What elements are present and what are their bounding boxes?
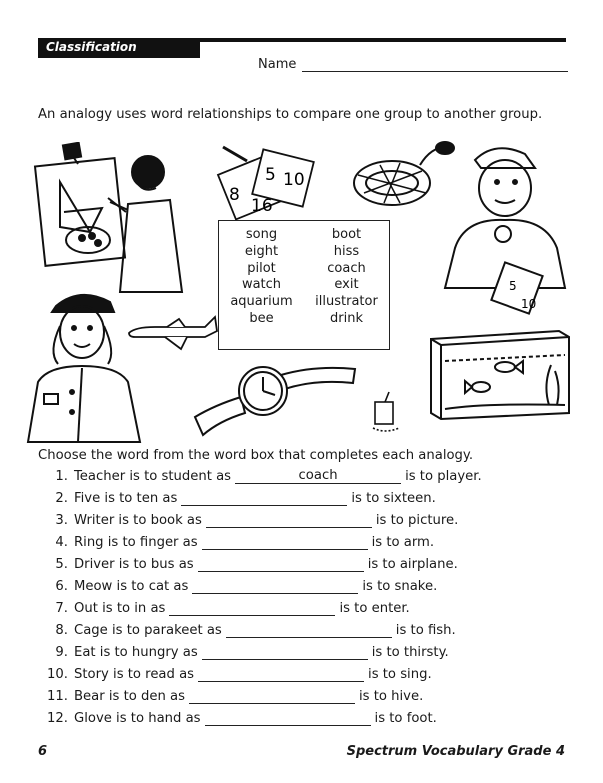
answer-blank[interactable]: coach xyxy=(235,468,401,484)
item-prompt: Writer is to book as xyxy=(74,513,202,528)
word-box-word: pilot xyxy=(247,260,276,276)
aquarium-illustration xyxy=(425,325,575,425)
item-number: 10. xyxy=(47,667,68,682)
item-number: 6. xyxy=(55,579,68,594)
item-number: 4. xyxy=(55,535,68,550)
item-number: 2. xyxy=(55,491,68,506)
analogy-item xyxy=(40,622,456,642)
item-ending: is to player. xyxy=(405,469,482,484)
word-box-right-column xyxy=(304,227,389,328)
item-prompt: Eat is to hungry as xyxy=(74,645,198,660)
answer-blank[interactable] xyxy=(226,622,392,638)
item-number: 5. xyxy=(55,557,68,572)
watch-illustration xyxy=(185,355,360,445)
answer-blank[interactable] xyxy=(205,710,371,726)
item-prompt: Meow is to cat as xyxy=(74,579,189,594)
item-prompt: Driver is to bus as xyxy=(74,557,194,572)
item-ending: is to snake. xyxy=(362,579,438,594)
book-title: Spectrum Vocabulary Grade 4 xyxy=(346,744,565,759)
item-number: 1. xyxy=(55,469,68,484)
intro-text: An analogy uses word relationships to compare one group to another group. xyxy=(38,107,543,122)
answer-blank[interactable] xyxy=(181,490,347,506)
item-number: 7. xyxy=(55,601,68,616)
word-box-left-column xyxy=(219,227,304,328)
answer-blank[interactable] xyxy=(198,666,364,682)
word-box-word: bee xyxy=(249,310,274,326)
word-box-word: watch xyxy=(241,277,282,293)
item-ending: is to sixteen. xyxy=(351,491,436,506)
paper-number: 10 xyxy=(283,170,305,190)
page-number: 6 xyxy=(38,744,48,759)
header-rule xyxy=(200,38,566,42)
painter-illustration xyxy=(30,142,190,302)
analogy-item xyxy=(40,512,458,532)
item-ending: is to sing. xyxy=(368,667,432,682)
name-label: Name xyxy=(258,57,297,72)
item-prompt: Cage is to parakeet as xyxy=(74,623,222,638)
section-header xyxy=(38,38,566,58)
item-ending: is to hive. xyxy=(359,689,424,704)
word-box-word: song xyxy=(245,227,278,242)
analogy-item xyxy=(40,468,482,488)
word-box-word: eight xyxy=(244,243,279,259)
answer-blank[interactable] xyxy=(192,578,358,594)
analogy-item xyxy=(40,688,423,708)
word-box-word: aquarium xyxy=(230,294,293,310)
word-box-word: drink xyxy=(330,310,363,326)
word-box-word: exit xyxy=(334,277,359,293)
item-prompt: Glove is to hand as xyxy=(74,711,201,726)
answer-blank[interactable] xyxy=(189,688,355,704)
pilot-illustration xyxy=(18,282,163,447)
answer-blank[interactable] xyxy=(202,534,368,550)
name-input-line[interactable] xyxy=(302,57,568,72)
section-tab xyxy=(38,38,200,58)
item-ending: is to airplane. xyxy=(367,557,458,572)
numbers-paper-illustration xyxy=(215,145,325,220)
money-number: 5 xyxy=(509,279,517,293)
item-ending: is to fish. xyxy=(395,623,456,638)
item-prompt: Teacher is to student as xyxy=(74,469,232,484)
section-label: Classification xyxy=(46,40,137,54)
airplane-illustration xyxy=(125,313,220,353)
money-number: 10 xyxy=(521,297,537,311)
answer-blank[interactable] xyxy=(169,600,335,616)
item-number: 9. xyxy=(55,645,68,660)
item-prompt: Out is to in as xyxy=(74,601,166,616)
analogy-item xyxy=(40,578,437,598)
instructions: Choose the word from the word box that completes each analogy. xyxy=(38,448,474,463)
item-ending: is to picture. xyxy=(375,513,459,528)
analogy-item xyxy=(40,710,437,730)
word-box-word: coach xyxy=(327,260,366,276)
item-ending: is to enter. xyxy=(339,601,410,616)
analogy-item xyxy=(40,644,449,664)
answer-blank[interactable] xyxy=(206,512,372,528)
word-box xyxy=(218,220,390,350)
paper-number: 16 xyxy=(251,196,273,216)
analogy-item xyxy=(40,600,410,620)
analogy-item xyxy=(40,490,436,510)
analogy-item xyxy=(40,556,458,576)
item-ending: is to foot. xyxy=(374,711,437,726)
paper-number: 8 xyxy=(229,185,240,205)
item-number: 3. xyxy=(55,513,68,528)
answer-blank[interactable] xyxy=(202,644,368,660)
word-box-word: boot xyxy=(331,227,362,242)
analogy-item xyxy=(40,666,432,686)
item-ending: is to thirsty. xyxy=(371,645,449,660)
item-prompt: Story is to read as xyxy=(74,667,195,682)
item-prompt: Ring is to finger as xyxy=(74,535,198,550)
item-number: 11. xyxy=(47,689,68,704)
item-ending: is to arm. xyxy=(371,535,435,550)
name-row xyxy=(258,57,568,72)
word-box-word: illustrator xyxy=(315,294,378,310)
word-box-word: hiss xyxy=(333,243,360,259)
item-prompt: Five is to ten as xyxy=(74,491,178,506)
answer-blank[interactable] xyxy=(198,556,364,572)
analogy-item xyxy=(40,534,434,554)
paper-number: 5 xyxy=(265,165,276,185)
drink-box-illustration xyxy=(365,390,405,435)
item-prompt: Bear is to den as xyxy=(74,689,185,704)
coach-illustration xyxy=(425,138,575,328)
item-number: 12. xyxy=(47,711,68,726)
item-number: 8. xyxy=(55,623,68,638)
